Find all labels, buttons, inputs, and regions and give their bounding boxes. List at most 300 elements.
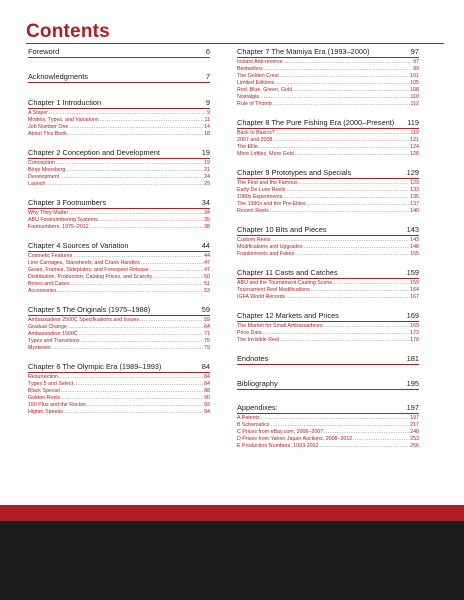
- entry-page-number: 173: [410, 329, 419, 336]
- dot-leader: [263, 330, 409, 337]
- dot-leader: [270, 422, 409, 429]
- entry-title: The Elite: [237, 144, 258, 151]
- dot-leader: [140, 317, 203, 324]
- entry-page-number: 108: [410, 86, 419, 93]
- entry-title: Types 5 and Select: [28, 380, 74, 387]
- dot-leader: [264, 66, 412, 73]
- entry-title: Golden Reels: [28, 395, 61, 402]
- toc-entry[interactable]: [28, 110, 210, 117]
- entry-title: 1980s Experiments: [237, 194, 283, 200]
- toc-entry[interactable]: [28, 331, 210, 338]
- entry-page-number: 59: [204, 316, 210, 323]
- entry-title: Red, Blue, Green, Gold: [237, 86, 293, 93]
- entry-page-number: 53: [204, 288, 210, 295]
- entry-title: Accessories: [28, 288, 57, 295]
- chapter-page-number: 143: [406, 225, 419, 235]
- dot-leader: [60, 174, 203, 181]
- chapter-page-number: 59: [201, 305, 210, 315]
- dot-leader: [293, 87, 409, 94]
- toc-entry[interactable]: [28, 281, 210, 288]
- chapter-rule: [28, 208, 210, 209]
- toc-entry[interactable]: [237, 80, 419, 87]
- dot-leader: [270, 208, 409, 215]
- toc-entry[interactable]: [237, 194, 419, 201]
- entry-page-number: 126: [410, 151, 419, 158]
- dot-leader: [74, 381, 203, 388]
- toc-chapter-heading[interactable]: [28, 362, 210, 371]
- footer-dark-band: [0, 521, 464, 600]
- dot-leader: [68, 324, 203, 331]
- entry-title: The Market for Small Ambassadeurs: [237, 322, 323, 329]
- dot-leader: [295, 151, 409, 158]
- entry-title: Frankenreels and Fakes: [237, 251, 295, 258]
- entry-page-number: 99: [413, 65, 419, 72]
- dot-leader: [52, 345, 203, 352]
- toc-section: [237, 379, 419, 390]
- dot-leader: [304, 244, 409, 251]
- entry-page-number: 79: [204, 345, 210, 352]
- chapter-rule: [237, 321, 419, 322]
- toc-entry[interactable]: [237, 151, 419, 158]
- chapter-title: Chapter 11 Casts and Catches: [237, 268, 338, 278]
- entry-page-number: 71: [204, 330, 210, 337]
- entry-page-number: 47: [204, 266, 210, 273]
- toc-chapter-heading[interactable]: [28, 305, 210, 314]
- chapter-page-number: 44: [201, 241, 210, 250]
- entry-title: Custom Reels: [237, 236, 271, 243]
- chapter-title: Chapter 8 The Pure Fishing Era (2000–Present): [237, 118, 395, 128]
- entry-title: Resurrection: [28, 373, 59, 380]
- dot-leader: [73, 253, 203, 260]
- dot-leader: [280, 337, 409, 344]
- entry-title: Development: [28, 173, 60, 180]
- toc-section: [28, 198, 210, 231]
- toc-entry[interactable]: [237, 130, 419, 137]
- toc-chapter-heading[interactable]: [237, 47, 419, 56]
- entry-page-number: 143: [410, 236, 419, 243]
- toc-entry[interactable]: [28, 267, 210, 274]
- entry-page-number: 256: [410, 443, 419, 450]
- dot-leader: [324, 429, 409, 436]
- entry-page-number: 159: [410, 279, 419, 286]
- chapter-page-number: 6: [205, 47, 210, 56]
- entry-page-number: 75: [204, 338, 210, 345]
- entry-page-number: 97: [413, 58, 419, 65]
- toc-section: [237, 268, 419, 301]
- entry-page-number: 135: [410, 194, 419, 200]
- dot-leader: [273, 137, 409, 144]
- entry-page-number: 253: [410, 435, 419, 442]
- toc-entry[interactable]: [28, 338, 210, 345]
- entry-page-number: 248: [410, 428, 419, 435]
- entry-title: Ambassadeur 2500C Specifications and Issues: [28, 316, 140, 323]
- toc-entry[interactable]: [28, 217, 210, 224]
- toc-entry[interactable]: [28, 374, 210, 381]
- dot-leader: [276, 130, 410, 137]
- toc-entry[interactable]: [237, 244, 419, 251]
- toc-entry[interactable]: [28, 181, 210, 188]
- entry-page-number: 14: [204, 123, 210, 130]
- dot-leader: [259, 144, 409, 151]
- toc-entry[interactable]: [237, 287, 419, 294]
- dot-leader: [260, 94, 409, 101]
- toc-left-column: [28, 47, 210, 416]
- entry-title: B Schematics: [237, 421, 270, 428]
- chapter-page-number: 97: [410, 47, 419, 56]
- toc-entry[interactable]: [237, 237, 419, 244]
- toc-chapter-heading[interactable]: [237, 311, 419, 320]
- toc-section: [237, 403, 419, 450]
- toc-entry[interactable]: [28, 124, 210, 131]
- toc-entry[interactable]: [28, 395, 210, 402]
- toc-section: [28, 47, 210, 58]
- entry-title: Cosmetic Features: [28, 252, 73, 259]
- dot-leader: [324, 323, 409, 330]
- entry-title: Limited Editions: [237, 79, 275, 86]
- toc-entry[interactable]: [237, 201, 419, 208]
- entry-title: Mysteries: [28, 345, 51, 352]
- chapter-rule: [28, 108, 210, 109]
- toc-entry[interactable]: [237, 422, 419, 429]
- chapter-title: Bibliography: [237, 378, 278, 388]
- chapter-page-number: 195: [406, 378, 419, 388]
- toc-entry[interactable]: [28, 160, 210, 167]
- dot-leader: [333, 280, 409, 287]
- toc-entry[interactable]: [28, 402, 210, 409]
- toc-entry[interactable]: [237, 187, 419, 194]
- chapter-page-number: 84: [201, 362, 210, 372]
- toc-entry[interactable]: [28, 409, 210, 416]
- dot-leader: [141, 260, 203, 267]
- chapter-rule: [237, 178, 419, 179]
- toc-section: [28, 72, 210, 83]
- entry-title: Börje Moosberg: [28, 166, 66, 173]
- dot-leader: [58, 288, 204, 295]
- toc-entry[interactable]: [28, 288, 210, 295]
- toc-entry[interactable]: [237, 436, 419, 443]
- dot-leader: [275, 80, 409, 87]
- toc-section: [237, 118, 419, 158]
- entry-title: Back to Basics?: [237, 129, 275, 136]
- toc-chapter-heading[interactable]: [237, 225, 419, 234]
- entry-page-number: 88: [204, 388, 210, 394]
- chapter-page-number: 34: [201, 198, 210, 208]
- chapter-title: Appendixes:: [237, 403, 278, 413]
- chapter-page-number: 119: [407, 118, 419, 128]
- dot-leader: [261, 415, 409, 422]
- dot-leader: [56, 160, 203, 167]
- dot-leader: [64, 409, 203, 416]
- page-title: Contents: [26, 21, 110, 42]
- toc-entry[interactable]: [237, 101, 419, 108]
- dot-leader: [283, 194, 409, 201]
- entry-page-number: 101: [410, 72, 419, 79]
- entry-title: Boxes and Cases: [28, 280, 70, 287]
- toc-chapter-heading[interactable]: [28, 198, 210, 207]
- entry-title: Launch: [28, 181, 46, 188]
- toc-section: [237, 354, 419, 365]
- entry-page-number: 155: [410, 251, 419, 258]
- entry-page-number: 105: [410, 79, 419, 86]
- entry-page-number: 9: [207, 109, 210, 116]
- chapter-rule: [237, 128, 419, 129]
- toc-chapter-heading[interactable]: [237, 168, 419, 177]
- toc-entry[interactable]: [237, 137, 419, 144]
- toc-chapter-heading[interactable]: [28, 98, 210, 107]
- toc-entry[interactable]: [28, 260, 210, 267]
- toc-entry[interactable]: [237, 59, 419, 66]
- dot-leader: [153, 274, 203, 281]
- entry-title: Rule of Thumb: [237, 101, 272, 108]
- chapter-rule: [237, 235, 419, 236]
- toc-entry[interactable]: [237, 94, 419, 101]
- entry-title: ABU and the Tournament Casting Scene: [237, 279, 333, 286]
- toc-entry[interactable]: [237, 251, 419, 258]
- dot-leader: [49, 110, 206, 117]
- chapter-title: Chapter 3 Footnumbers: [28, 198, 107, 208]
- chapter-rule: [237, 389, 419, 390]
- toc-chapter-heading[interactable]: [28, 47, 210, 56]
- dot-leader: [59, 374, 203, 381]
- entry-title: Models, Types, and Variations: [28, 116, 99, 123]
- entry-page-number: 164: [410, 286, 419, 293]
- chapter-title: Chapter 1 Introduction: [28, 98, 102, 108]
- chapter-rule: [28, 57, 210, 58]
- toc-section: [28, 98, 210, 138]
- chapter-title: Chapter 5 The Originals (1975–1988): [28, 305, 151, 315]
- toc-entry[interactable]: [28, 167, 210, 174]
- chapter-rule: [237, 278, 419, 279]
- dot-leader: [81, 338, 204, 345]
- chapter-rule: [237, 413, 419, 414]
- dot-leader: [280, 73, 409, 80]
- toc-entry[interactable]: [28, 224, 210, 231]
- entry-title: Why They Matter: [28, 209, 69, 216]
- entry-page-number: 84: [204, 373, 210, 380]
- entry-title: Job Number One: [28, 123, 69, 130]
- entry-page-number: 94: [204, 409, 210, 416]
- chapter-rule: [28, 372, 210, 373]
- entry-page-number: 121: [410, 136, 419, 143]
- toc-entry[interactable]: [28, 174, 210, 181]
- chapter-title: Chapter 6 The Olympic Era (1989–1993): [28, 362, 162, 372]
- entry-title: Distribution, Production, Catalog Prices, and Scarcity: [28, 273, 153, 280]
- entry-title: E Production Numbers, 1993-2012: [237, 443, 319, 450]
- toc-entry[interactable]: [237, 208, 419, 215]
- entry-page-number: 24: [204, 173, 210, 180]
- entry-title: A Patents: [237, 414, 260, 421]
- chapter-page-number: 9: [205, 98, 210, 108]
- entry-title: D Prices from Yahoo Japan Auctions, 2008–2012: [237, 435, 353, 442]
- entry-page-number: 29: [204, 181, 210, 188]
- entry-title: A Stayer: [28, 109, 49, 116]
- toc-entry[interactable]: [237, 87, 419, 94]
- entry-title: 150 Plus and the Rocket: [28, 402, 86, 409]
- entry-page-number: 169: [410, 322, 419, 329]
- entry-page-number: 148: [410, 243, 419, 250]
- toc-entry[interactable]: [237, 337, 419, 344]
- chapter-rule: [28, 315, 210, 316]
- toc-section: [28, 148, 210, 188]
- toc-section: [237, 47, 419, 108]
- dot-leader: [284, 59, 412, 66]
- toc-entry[interactable]: [237, 73, 419, 80]
- entry-title: Types and Transitions: [28, 338, 80, 345]
- toc-entry[interactable]: [28, 274, 210, 281]
- entry-page-number: 64: [204, 323, 210, 330]
- entry-page-number: 38: [204, 223, 210, 230]
- dot-leader: [69, 210, 203, 217]
- entry-page-number: 124: [410, 144, 419, 151]
- entry-title: Tournament Reel Modifications: [237, 286, 310, 293]
- entry-title: The Invisible Reel: [237, 336, 280, 343]
- entry-title: About This Book: [28, 131, 67, 138]
- entry-title: Gears, Frames, Sideplates, and Freespool Release: [28, 266, 149, 273]
- entry-page-number: 129: [410, 179, 419, 186]
- toc-entry[interactable]: [28, 381, 210, 388]
- chapter-title: Endnotes: [237, 353, 269, 363]
- entry-title: 2007 and 2008: [237, 136, 273, 143]
- entry-page-number: 21: [204, 166, 210, 173]
- toc-entry[interactable]: [237, 144, 419, 151]
- chapter-title: Foreword: [28, 47, 60, 56]
- dot-leader: [150, 267, 203, 274]
- toc-entry[interactable]: [237, 180, 419, 187]
- entry-page-number: 84: [204, 380, 210, 387]
- toc-entry[interactable]: [28, 210, 210, 217]
- toc-entry[interactable]: [28, 324, 210, 331]
- title-rule: [26, 43, 444, 44]
- entry-page-number: 90: [204, 395, 210, 402]
- toc-entry[interactable]: [237, 443, 419, 450]
- dot-leader: [286, 294, 409, 301]
- chapter-title: Chapter 4 Sources of Variation: [28, 241, 129, 250]
- dot-leader: [320, 443, 410, 450]
- chapter-rule: [28, 251, 210, 252]
- entry-page-number: 112: [410, 101, 419, 108]
- entry-title: Footnumbers, 1975–2012: [28, 223, 89, 230]
- toc-chapter-heading[interactable]: [237, 379, 419, 388]
- toc-entry[interactable]: [28, 253, 210, 260]
- dot-leader: [79, 331, 203, 338]
- toc-chapter-heading[interactable]: [28, 148, 210, 157]
- entry-page-number: 35: [204, 216, 210, 223]
- toc-chapter-heading[interactable]: [28, 72, 210, 81]
- entry-page-number: 110: [410, 94, 419, 101]
- dot-leader: [271, 237, 409, 244]
- toc-section: [28, 241, 210, 295]
- dot-leader: [66, 167, 203, 174]
- entry-title: Instant Anti-reverse: [237, 58, 283, 65]
- entry-title: More Lefties, More Gold: [237, 151, 294, 158]
- toc-section: [237, 311, 419, 344]
- toc-entry[interactable]: [28, 317, 210, 324]
- entry-page-number: 51: [204, 280, 210, 287]
- chapter-page-number: 181: [406, 353, 419, 363]
- toc-section: [237, 225, 419, 258]
- chapter-page-number: 19: [201, 148, 210, 158]
- toc-chapter-heading[interactable]: [28, 241, 210, 250]
- toc-chapter-heading[interactable]: [237, 403, 419, 412]
- toc-chapter-heading[interactable]: [237, 118, 419, 127]
- toc-right-column: [237, 47, 419, 450]
- dot-leader: [311, 287, 409, 294]
- dot-leader: [87, 402, 203, 409]
- entry-page-number: 11: [204, 116, 210, 123]
- chapter-page-number: 197: [406, 403, 419, 413]
- entry-title: Recent Reels: [237, 208, 269, 215]
- dot-leader: [99, 217, 203, 224]
- entry-title: Black Special: [28, 388, 60, 394]
- dot-leader: [61, 388, 203, 395]
- entry-page-number: 167: [410, 293, 419, 300]
- entry-page-number: 217: [410, 421, 419, 428]
- entry-page-number: 133: [410, 186, 419, 193]
- chapter-title: Chapter 7 The Mamiya Era (1993–2000): [237, 47, 370, 56]
- toc-entry[interactable]: [237, 330, 419, 337]
- entry-page-number: 137: [410, 201, 419, 208]
- dot-leader: [286, 187, 409, 194]
- dot-leader: [295, 251, 409, 258]
- entry-page-number: 178: [410, 336, 419, 343]
- toc-entry[interactable]: [28, 117, 210, 124]
- toc-chapter-heading[interactable]: [237, 354, 419, 363]
- toc-entry[interactable]: [237, 415, 419, 422]
- dot-leader: [90, 224, 203, 231]
- entry-title: Gradual Change: [28, 323, 67, 330]
- toc-entry[interactable]: [28, 131, 210, 138]
- toc-entry[interactable]: [237, 323, 419, 330]
- toc-chapter-heading[interactable]: [237, 268, 419, 277]
- chapter-rule: [28, 158, 210, 159]
- toc-entry[interactable]: [28, 345, 210, 352]
- chapter-page-number: 129: [406, 168, 419, 178]
- entry-page-number: 50: [204, 273, 210, 280]
- entry-page-number: 44: [204, 252, 210, 259]
- toc-section: [28, 362, 210, 416]
- toc-section: [237, 168, 419, 215]
- entry-title: Conception: [28, 159, 55, 166]
- dot-leader: [69, 124, 203, 131]
- dot-leader: [71, 281, 204, 288]
- chapter-title: Acknowledgments: [28, 71, 88, 81]
- entry-page-number: 197: [410, 414, 419, 421]
- entry-title: Price Data: [237, 329, 262, 336]
- chapter-rule: [28, 82, 210, 83]
- entry-page-number: 92: [204, 402, 210, 409]
- entry-title: Nostalgia: [237, 94, 260, 101]
- toc-entry[interactable]: [237, 66, 419, 73]
- chapter-page-number: 169: [406, 311, 419, 321]
- chapter-title: Chapter 12 Markets and Prices: [237, 311, 339, 321]
- entry-title: Ambassadeur 1500C: [28, 330, 78, 337]
- toc-entry[interactable]: [237, 280, 419, 287]
- toc-entry[interactable]: [28, 388, 210, 395]
- entry-title: C Prices from eBay.com, 2006–2007: [237, 428, 324, 435]
- chapter-title: Chapter 2 Conception and Development: [28, 148, 160, 158]
- toc-section: [28, 305, 210, 352]
- entry-title: Modifications and Upgrades: [237, 243, 303, 250]
- toc-entry[interactable]: [237, 429, 419, 436]
- entry-page-number: 19: [204, 159, 210, 166]
- entry-title: The First and the Famous: [237, 179, 298, 186]
- dot-leader: [299, 180, 410, 187]
- footer-red-band: [0, 505, 464, 522]
- toc-entry[interactable]: [237, 294, 419, 301]
- entry-page-number: 18: [204, 131, 210, 138]
- entry-title: Higher Speeds: [28, 409, 64, 416]
- entry-title: Bestsellers: [237, 65, 263, 72]
